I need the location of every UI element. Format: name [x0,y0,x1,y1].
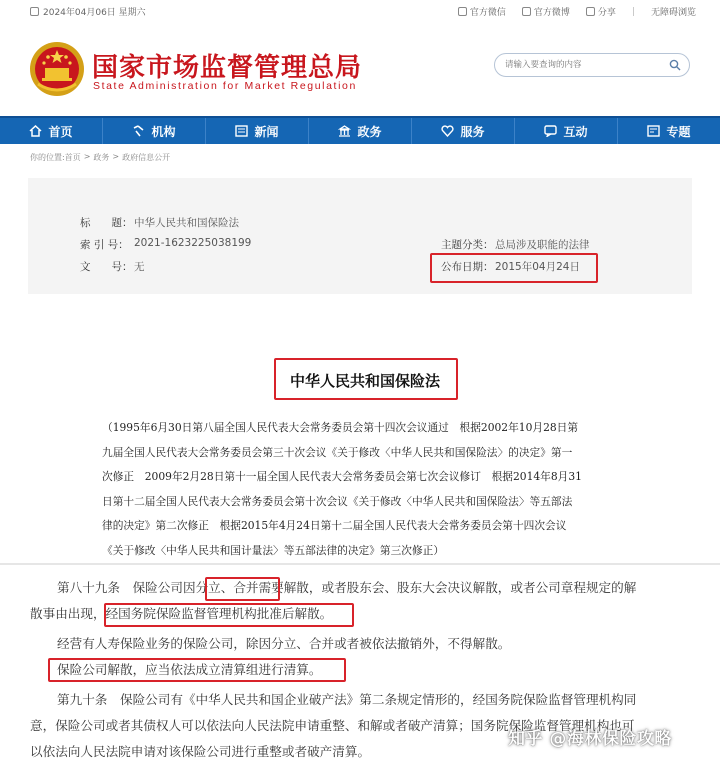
nav-home[interactable]: 首页 [0,118,103,144]
breadcrumb [30,152,170,163]
org-name-cn[interactable]: 国家市场监督管理总局 [92,53,363,83]
share-link[interactable]: 分享 [586,5,616,18]
weibo-link[interactable]: 官方微博 [522,5,570,18]
weibo-icon [522,7,531,16]
heart-icon [441,125,454,137]
nav-org[interactable]: 机构 [103,118,206,144]
home-icon [29,125,42,137]
wechat-link[interactable]: 官方微信 [458,5,506,18]
info-pubdate-row: 公布日期： 2015年04月24日 [441,261,580,273]
search-icon[interactable] [669,59,681,71]
section-divider [0,563,720,565]
info-index-row: 索 引 号： 2021-1623225038199 [80,237,252,251]
info-title-row: 标 题： 中华人民共和国保险法 [80,217,239,229]
main-nav [0,116,720,144]
current-date: 2024年04月06日 星期六 [30,5,146,18]
search-input[interactable] [505,57,665,73]
breadcrumb-disclosure[interactable]: 政府信息公开 [122,153,171,162]
calendar-icon [30,7,39,16]
share-icon [586,7,595,16]
article-89-line-2: 散事由出现，经国务院保险监督管理机构批准后解散。 [30,606,333,621]
divider: | [631,6,635,17]
pubdate-highlight-box [430,253,598,283]
nav-interact[interactable]: 互动 [515,118,618,144]
breadcrumb-home[interactable]: 你的位置:首页 [30,153,81,162]
topic-icon [647,125,660,137]
top-bar [0,0,720,22]
liquidation-highlight-box [48,658,346,682]
info-topic-row: 主题分类： 总局涉及职能的法律 [441,239,590,251]
site-header [0,22,720,114]
law-preamble: （1995年6月30日第八届全国人民代表大会常务委员会第十四次会议通过 根据2002年10月28日第 九届全国人民代表大会常务委员会第三十次会议《关于修改〈中华人民共和国保险法〉的决定》第一 次修正 2009年2月28日第十一届全国人民代表大会常务委员会第七次会议修订 根据2014年8月31 日第十二届全国人民代表大会常务委员会第十次会议《关于修改〈中华人民共和国保险法〉等五部法 律的决定》第二次修正 根据2015年4月24日第十二届全国人民代表大会常务委员会第十四次会议 《关于修改〈中华人民共和国计量法〉等五部法律的决定》第三次修正） [102,421,582,557]
national-emblem-icon[interactable] [28,40,86,98]
approval-highlight-box [104,603,354,627]
info-docno-row: 文 号： 无 [80,261,145,273]
org-name-en: State Administration for Market Regulation [93,80,357,92]
search-box [494,53,690,77]
breadcrumb-sep: > [112,152,120,161]
news-icon [235,125,248,137]
wechat-icon [458,7,467,16]
article-90-line-3: 以依法向人民法院申请对该保险公司进行重整或者破产清算。 [30,744,371,759]
article-89-para-2: 经营有人寿保险业务的保险公司，除因分立、合并或者被依法撤销外，不得解散。 [57,636,511,651]
org-icon [132,125,145,137]
zhihu-watermark: 知乎 @海林保险攻略 [508,729,672,749]
breadcrumb-gov[interactable]: 政务 [93,153,110,162]
article-89-line-1: 第八十九条 保险公司因分立、合并需要解散，或者股东会、股东大会决议解散，或者公司章程规定的解 [57,580,637,595]
accessibility-link[interactable]: 无障碍浏览 [650,8,696,18]
article-89-para-3: 保险公司解散，应当依法成立清算组进行清算。 [57,662,322,677]
nav-topic[interactable]: 专题 [618,118,720,144]
gov-icon [338,125,351,137]
nav-news[interactable]: 新闻 [206,118,309,144]
top-links [458,5,696,18]
chat-icon [544,125,557,137]
split-merge-highlight-box [205,577,280,601]
article-90-line-1: 第九十条 保险公司有《中华人民共和国企业破产法》第二条规定情形的，经国务院保险监督管理机构同 [57,692,637,707]
nav-gov[interactable]: 政务 [309,118,412,144]
document-title: 中华人民共和国保险法 [289,371,440,390]
article-90-line-2: 意，保险公司或者其债权人可以依法向人民法院申请重整、和解或者破产清算；国务院保险监督管理机构也可 [30,718,635,733]
nav-service[interactable]: 服务 [412,118,515,144]
breadcrumb-sep: > [83,152,91,161]
